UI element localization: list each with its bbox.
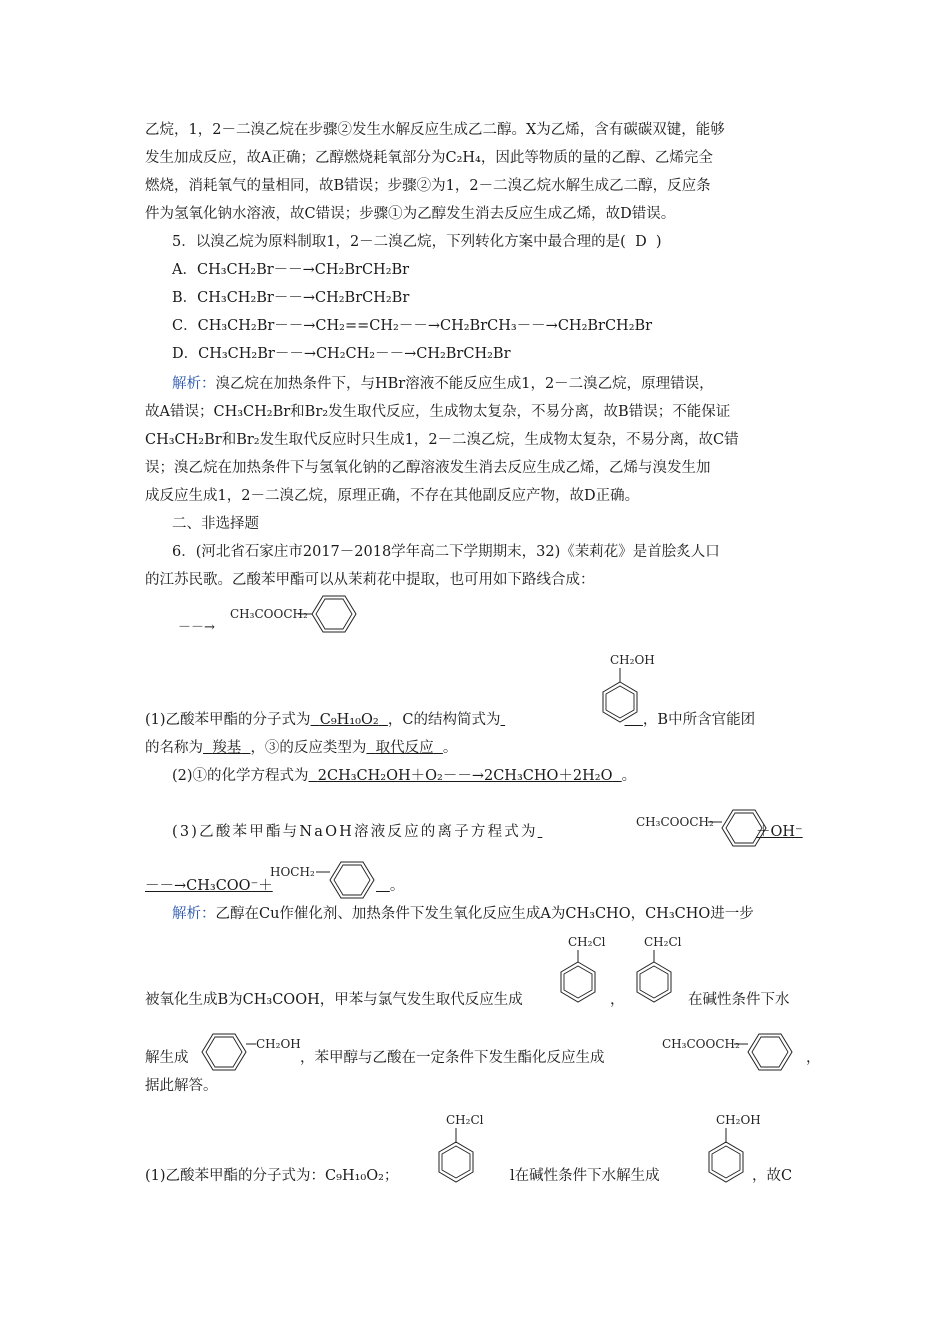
benzyl-alcohol-structure-3 [198, 1030, 308, 1076]
q5-answer: D [635, 234, 647, 250]
q5-stem: 5．以溴乙烷为原料制取1，2－二溴乙烷，下列转化方案中最合理的是( D ) [172, 234, 662, 250]
analysis-label: 解析： [172, 906, 216, 922]
q6-analysis-line-4: 据此解答。 [145, 1078, 218, 1094]
q5-analysis-line-4: 误；溴乙烷在加热条件下与氢氧化钠的乙醇溶液发生消去反应生成乙烯，乙烯与溴发生加 [145, 460, 711, 476]
q6-part3-line-2: －－→CH₃COO⁻＋ [145, 878, 273, 894]
q6-analysis-line-3-end: ， [806, 1050, 821, 1066]
q5-analysis-line-2: 故A错误；CH₃CH₂Br和Br₂发生取代反应，生成物太复杂，不易分离，故B错误；不能保证 [145, 404, 731, 420]
q5-option-a: A．CH₃CH₂Br－－→CH₂BrCH₂Br [172, 262, 410, 278]
svg-text:CH₃COOCH₂: CH₃COOCH₂ [662, 1037, 740, 1051]
q5-option-c: C．CH₃CH₂Br－－→CH₂==CH₂－－→CH₂BrCH₃－－→CH₂BrCH₂Br [172, 318, 653, 334]
q6-analysis-line-3-mid: ，苯甲醇与乙酸在一定条件下发生酯化反应生成 [300, 1050, 605, 1066]
svg-text:CH₂OH: CH₂OH [716, 1113, 761, 1127]
q6-stem-line-2: 的江苏民歌。乙酸苯甲酯可以从茉莉花中提取，也可用如下路线合成： [145, 572, 595, 588]
svg-text:HOCH₂: HOCH₂ [270, 865, 315, 879]
group-answer: 羧基 [212, 740, 242, 756]
q5-analysis-line-3: CH₃CH₂Br和Br₂发生取代反应时只生成1，2－二溴乙烷，生成物太复杂，不易分离，故C错 [145, 432, 739, 448]
q6-answer-line-mid: l在碱性条件下水解生成 [510, 1168, 660, 1184]
q6-answer-line-end: ，故C [752, 1168, 793, 1184]
q5-option-b: B．CH₃CH₂Br－－→CH₂BrCH₂Br [172, 290, 410, 306]
equation-answer: 2CH₃CH₂OH＋O₂－－→2CH₃CHO＋2H₂O [317, 768, 613, 784]
q6-analysis-line-1: 解析：乙醇在Cu作催化剂、加热条件下发生氧化反应生成A为CH₃CHO，CH₃CHO进一步 [172, 906, 754, 922]
svg-text:CH₂OH: CH₂OH [610, 653, 655, 667]
q6-analysis-comma: ， [610, 992, 625, 1008]
svg-text:CH₂Cl: CH₂Cl [568, 935, 606, 949]
route-arrow: －－→ [178, 620, 215, 635]
svg-text:CH₂OH: CH₂OH [256, 1037, 301, 1051]
svg-text:CH₂Cl: CH₂Cl [446, 1113, 484, 1127]
q6-analysis-line-2-end: 在碱性条件下水 [688, 992, 790, 1008]
q6-part2: (2)①的化学方程式为 2CH₃CH₂OH＋O₂－－→2CH₃CHO＋2H₂O 。 [172, 768, 637, 784]
q6-stem-line-1: 6．(河北省石家庄市2017－2018学年高二下学期期末，32)《茉莉花》是首脍炙人口 [172, 544, 720, 560]
q6-part3-line-1: (3)乙酸苯甲酯与NaOH溶液反应的离子方程式为 [172, 824, 538, 840]
q5-analysis-line-1: 解析：溴乙烷在加热条件下，与HBr溶液不能反应生成1，2－二溴乙烷，原理错误， [172, 376, 714, 392]
type-answer: 取代反应 [375, 740, 434, 756]
q6-part3-end: 。 [389, 878, 405, 894]
benzyl-acetate-structure-3 [660, 1030, 810, 1076]
svg-text:CH₃COOCH₂: CH₃COOCH₂ [230, 607, 308, 621]
q6-analysis-line-2: 被氧化生成B为CH₃COOH，甲苯与氯气发生取代反应生成 [145, 992, 523, 1008]
q5-option-d: D．CH₃CH₂Br－－→CH₂CH₂－－→CH₂BrCH₂Br [172, 346, 511, 362]
q5-analysis-line-5: 成反应生成1，2－二溴乙烷，原理正确，不存在其他副反应产物，故D正确。 [145, 488, 640, 504]
q6-part1-line-2: 的名称为 羧基 ，③的反应类型为 取代反应 。 [145, 740, 458, 756]
intro-line-2: 发生加成反应，故A正确；乙醇燃烧耗氧部分为C₂H₄，因此等物质的量的乙醇、乙烯完全 [145, 150, 713, 166]
q6-analysis-line-3: 解生成 [145, 1050, 189, 1066]
analysis-label: 解析： [172, 376, 216, 392]
svg-text:CH₂Cl: CH₂Cl [644, 935, 682, 949]
formula-answer: C₉H₁₀O₂ [319, 712, 379, 728]
q6-part3-ohminus: ＋OH⁻ [756, 824, 803, 840]
svg-text:CH₃COOCH₂: CH₃COOCH₂ [636, 815, 714, 829]
benzyl-chloride-structure-3 [420, 1110, 500, 1190]
intro-line-4: 件为氢氧化钠水溶液，故C错误；步骤①为乙醇发生消去反应生成乙烯，故D错误。 [145, 206, 676, 222]
intro-line-1: 乙烷，1，2－二溴乙烷在步骤②发生水解反应生成乙二醇。X为乙烯，含有碳碳双键，能够 [145, 122, 725, 138]
benzyl-acetate-structure [228, 594, 358, 640]
benzyl-alcohol-structure-2 [268, 858, 388, 904]
section-title: 二、非选择题 [172, 516, 259, 532]
intro-line-3: 燃烧，消耗氧气的量相同，故B错误；步骤②为1，2－二溴乙烷水解生成乙二醇，反应条 [145, 178, 711, 194]
q6-part1-line-1: (1)乙酸苯甲酯的分子式为 C₉H₁₀O₂ ，C的结构简式为 ，B中所含官能团 [145, 712, 756, 728]
q6-answer-line: (1)乙酸苯甲酯的分子式为：C₉H₁₀O₂； [145, 1168, 399, 1184]
